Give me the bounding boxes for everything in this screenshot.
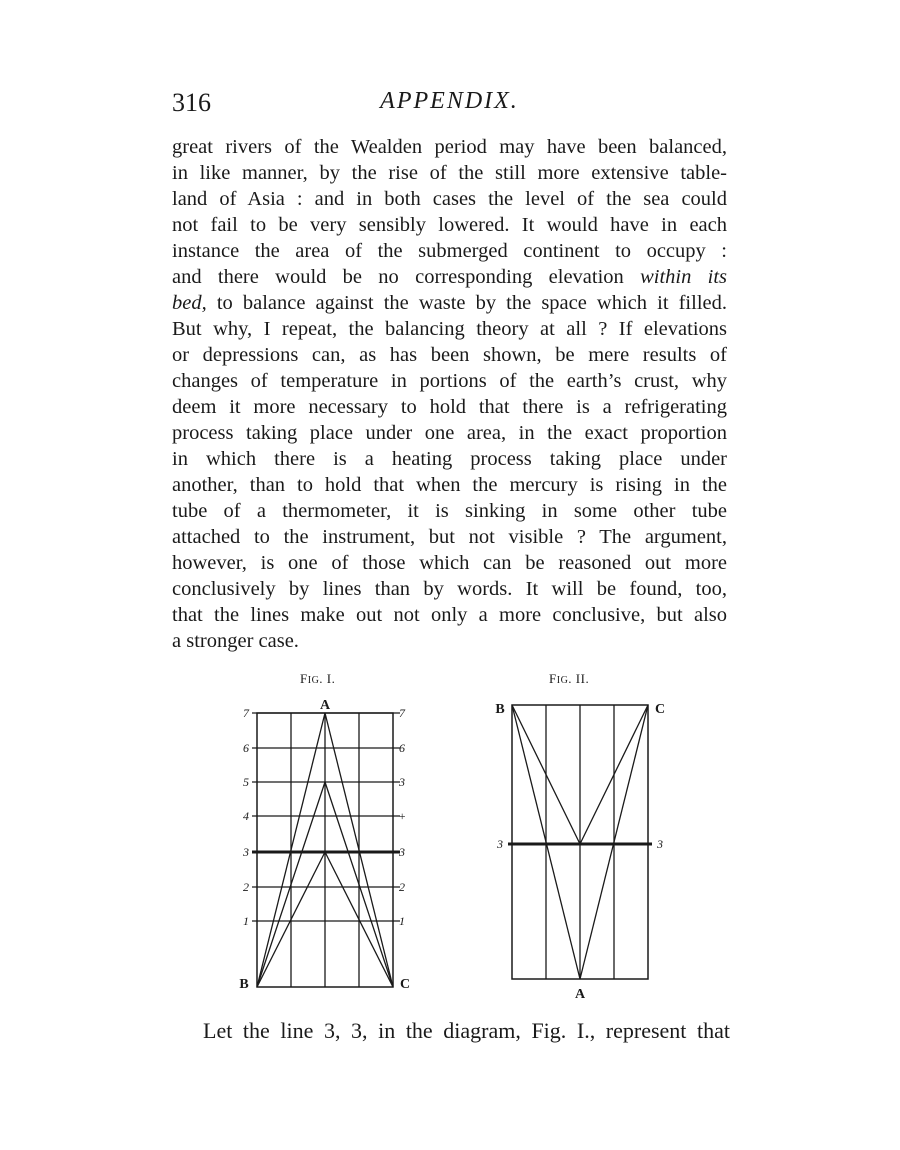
figure-2-right-number: 3: [657, 837, 663, 851]
text-segment: not fail to be very sensibly lowered. It would have in each: [172, 214, 727, 236]
figure-2-label-c: C: [654, 702, 666, 717]
figure-1-left-number: 1: [243, 914, 249, 928]
text-line: [172, 628, 727, 654]
text-line: [172, 602, 727, 628]
text-segment: tube of a thermometer, it is sinking in some other tube: [172, 500, 727, 522]
figure-2-diagram: [490, 695, 670, 1005]
text-line: [172, 368, 727, 394]
figure-1-left-number: 2: [243, 880, 249, 894]
figure-2-label-a: A: [574, 987, 586, 1002]
text-line: [172, 498, 727, 524]
figure-1-right-number: 3: [399, 845, 405, 859]
figure-1-right-number: +: [397, 809, 407, 823]
figure-1-right-number: 2: [399, 880, 405, 894]
text-line: [172, 394, 727, 420]
text-segment: that the lines make out not only a more conclusive, but also: [172, 604, 727, 626]
text-segment: process taking place under one area, in the exact proportion: [172, 422, 727, 444]
text-segment: a stronger case.: [172, 630, 299, 652]
figure-1-caption: [300, 671, 335, 687]
text-line: [172, 186, 727, 212]
text-line: [172, 420, 727, 446]
page-number: 316: [172, 88, 211, 117]
text-segment: instance the area of the submerged continent to occupy :: [172, 240, 727, 262]
figure-2-left-number: 3: [497, 837, 503, 851]
figure-2-caption-initial: F: [549, 671, 557, 686]
text-line: [172, 576, 727, 602]
figure-1-right-number: 1: [399, 914, 405, 928]
figure-1-left-number: 6: [243, 741, 249, 755]
text-segment: in like manner, by the rise of the still more extensive table-: [172, 162, 727, 184]
italic-text-segment: bed,: [172, 292, 207, 314]
figure-1-left-number: 7: [243, 706, 249, 720]
text-segment: But why, I repeat, the balancing theory at all ? If elevations: [172, 318, 727, 340]
text-line: [172, 160, 727, 186]
closing-text-line: Let the line 3, 3, in the diagram, Fig. I., represent that: [203, 1018, 730, 1043]
text-line: [172, 446, 727, 472]
figure-1-left-number: 5: [243, 775, 249, 789]
text-segment: in which there is a heating process taking place under: [172, 448, 727, 470]
figure-1-left-number: 3: [243, 845, 249, 859]
figure-1-caption-smallcaps: IG: [307, 675, 320, 686]
figure-2-caption-smallcaps: IG: [556, 675, 569, 686]
running-head: APPENDIX.: [380, 88, 519, 114]
body-paragraph: [172, 134, 727, 654]
text-segment: another, than to hold that when the mercury is rising in the: [172, 474, 727, 496]
text-line: [172, 472, 727, 498]
figure-1-caption-initial: F: [300, 671, 308, 686]
figure-2-caption: [549, 671, 589, 687]
text-line: [172, 550, 727, 576]
text-line: [172, 342, 727, 368]
text-segment: and there would be no corresponding elevation: [172, 266, 641, 288]
text-segment: changes of temperature in portions of the earth’s crust, why: [172, 370, 727, 392]
text-line: [172, 290, 727, 316]
figure-1-right-number: 6: [399, 741, 405, 755]
text-line: [172, 316, 727, 342]
text-segment: however, is one of those which can be reasoned out more: [172, 552, 727, 574]
figure-2-caption-number: . II.: [568, 671, 590, 686]
figure-1-label-b: B: [239, 977, 249, 992]
figure-1-right-number: 7: [399, 706, 405, 720]
text-line: [172, 238, 727, 264]
text-segment: conclusively by lines than by words. It will be found, too,: [172, 578, 727, 600]
text-segment: or depressions can, as has been shown, be mere results of: [172, 344, 727, 366]
text-line: [172, 212, 727, 238]
text-segment: great rivers of the Wealden period may have been balanced,: [172, 136, 727, 158]
figure-1-label-c: C: [399, 977, 411, 992]
page-header: [172, 88, 727, 122]
text-segment: deem it more necessary to hold that there is a refrigerating: [172, 396, 727, 418]
text-segment: to balance against the waste by the space which it filled.: [206, 292, 727, 314]
figure-1-left-number: 4: [243, 809, 249, 823]
text-line: [172, 134, 727, 160]
text-segment: attached to the instrument, but not visible ? The argument,: [172, 526, 727, 548]
figure-1-label-a: A: [319, 698, 331, 713]
text-line: [172, 524, 727, 550]
figure-2-label-b: B: [495, 702, 505, 717]
figure-1-caption-number: . I.: [319, 671, 336, 686]
text-line: [172, 264, 727, 290]
text-segment: land of Asia : and in both cases the level of the sea could: [172, 188, 727, 210]
figure-1-right-number: 3: [399, 775, 405, 789]
figure-1-diagram: [230, 695, 420, 995]
italic-text-segment: within its: [640, 266, 727, 288]
